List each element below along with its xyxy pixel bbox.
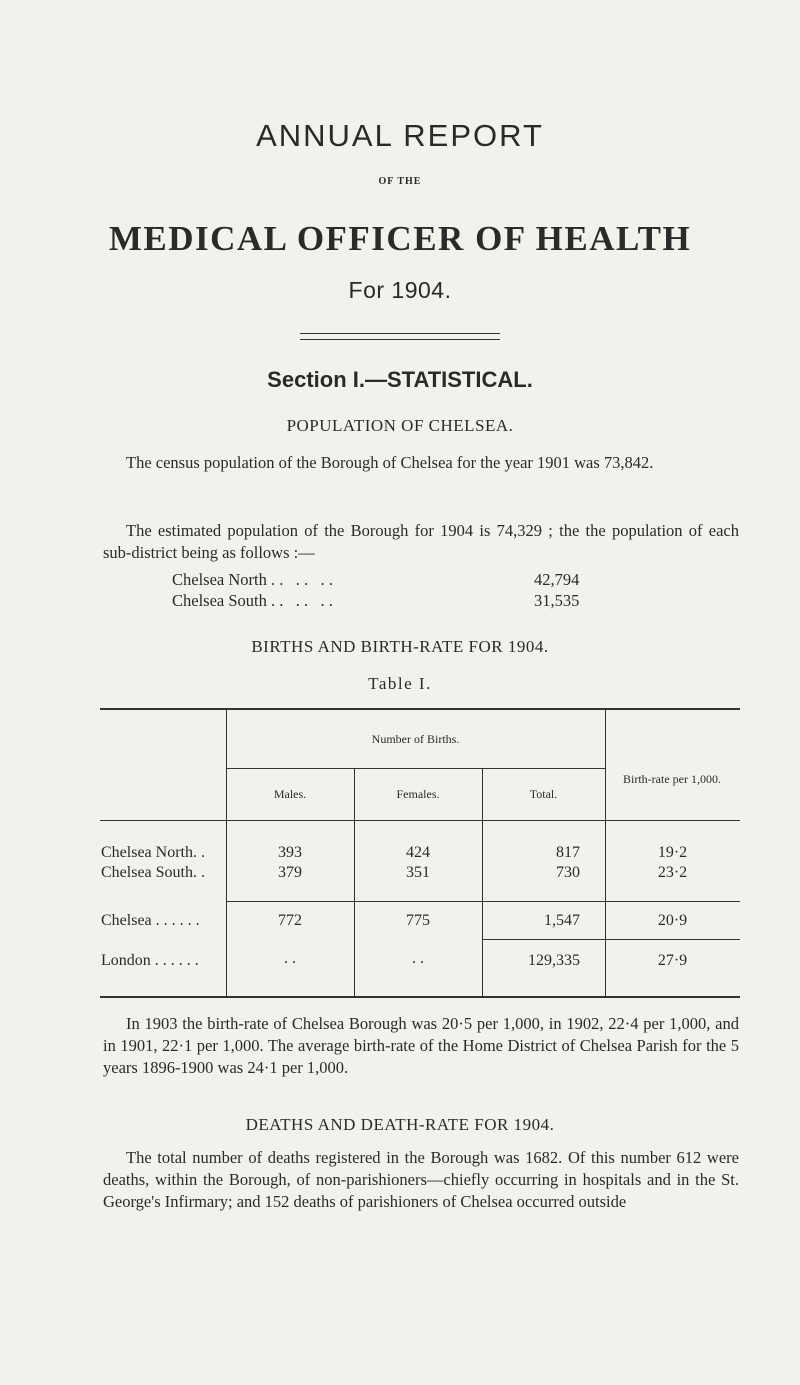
report-title: ANNUAL REPORT (256, 118, 544, 153)
double-rule-top (300, 333, 500, 334)
table-row-rule (482, 939, 740, 940)
rate-cell: 19·2 (657, 844, 688, 861)
double-rule-bottom (300, 339, 500, 340)
births-heading: BIRTHS AND BIRTH-RATE FOR 1904. (251, 637, 549, 656)
males-cell: 772 (278, 912, 302, 929)
report-subject: MEDICAL OFFICER OF HEALTH (108, 219, 692, 258)
births-group-header: Number of Births. (371, 732, 460, 746)
males-cell: 379 (278, 864, 302, 881)
total-cell: 730 (556, 864, 580, 881)
males-cell: . . (284, 950, 296, 967)
females-cell: . . (412, 950, 424, 967)
table-header-rule (100, 820, 740, 821)
subdistrict-population: 31,535 (534, 591, 580, 610)
table-label: Table I. (368, 674, 432, 693)
total-cell: 1,547 (544, 912, 580, 929)
rate-cell: 23·2 (657, 864, 688, 881)
of-the-label: OF THE (378, 176, 422, 187)
males-cell: 393 (278, 844, 302, 861)
subdistrict-population: 42,794 (534, 570, 580, 589)
females-cell: 424 (406, 844, 430, 861)
table-bottom-rule (100, 996, 740, 998)
row-label: London . . . . . . (101, 952, 199, 969)
females-cell: 775 (406, 912, 430, 929)
table-row-rule (226, 901, 740, 902)
total-cell: 817 (556, 844, 580, 861)
total-cell: 129,335 (528, 952, 580, 969)
report-year: For 1904. (348, 277, 452, 303)
deaths-paragraph: The total number of deaths registered in the Borough was 1682. Of this number 612 were deaths, within the Borough, of non-parishioners—chiefly occurring in hospitals and in the St. George's Infirmary; and 152 deaths of parishioners of Chelsea occurred outside (103, 1148, 739, 1211)
total-header: Total. (529, 787, 558, 801)
table-top-rule (100, 708, 740, 710)
subdistrict-name: Chelsea North . . . . . . (172, 570, 333, 589)
row-label: Chelsea South. . (101, 864, 205, 881)
census-paragraph: The census population of the Borough of Chelsea for the year 1901 was 73,842. (126, 453, 654, 472)
females-cell: 351 (406, 864, 430, 881)
row-label: Chelsea . . . . . . (101, 912, 200, 929)
females-header: Females. (396, 787, 440, 801)
subdistrict-name: Chelsea South . . . . . . (172, 591, 333, 610)
males-header: Males. (273, 787, 307, 801)
population-heading: POPULATION OF CHELSEA. (286, 416, 514, 435)
estimate-paragraph: The estimated population of the Borough for 1904 is 74,329 ; the the population of each sub-district being as follows :— (103, 521, 739, 562)
section-heading: Section I.—STATISTICAL. (267, 367, 533, 392)
birth-rate-note: In 1903 the birth-rate of Chelsea Borough was 20·5 per 1,000, in 1902, 22·4 per 1,000, and in 1901, 22·1 per 1,000. The average birth-rate of the Home District of Chelsea Parish for the 5 years 1896-1900 was 24·1 per 1,000. (103, 1014, 739, 1077)
table-group-rule (226, 768, 605, 769)
deaths-heading: DEATHS AND DEATH-RATE FOR 1904. (245, 1115, 555, 1134)
rate-cell: 27·9 (657, 952, 688, 969)
birth-rate-header: Birth-rate per 1,000. (623, 772, 721, 786)
rate-cell: 20·9 (657, 912, 688, 929)
row-label: Chelsea North. . (101, 844, 205, 861)
